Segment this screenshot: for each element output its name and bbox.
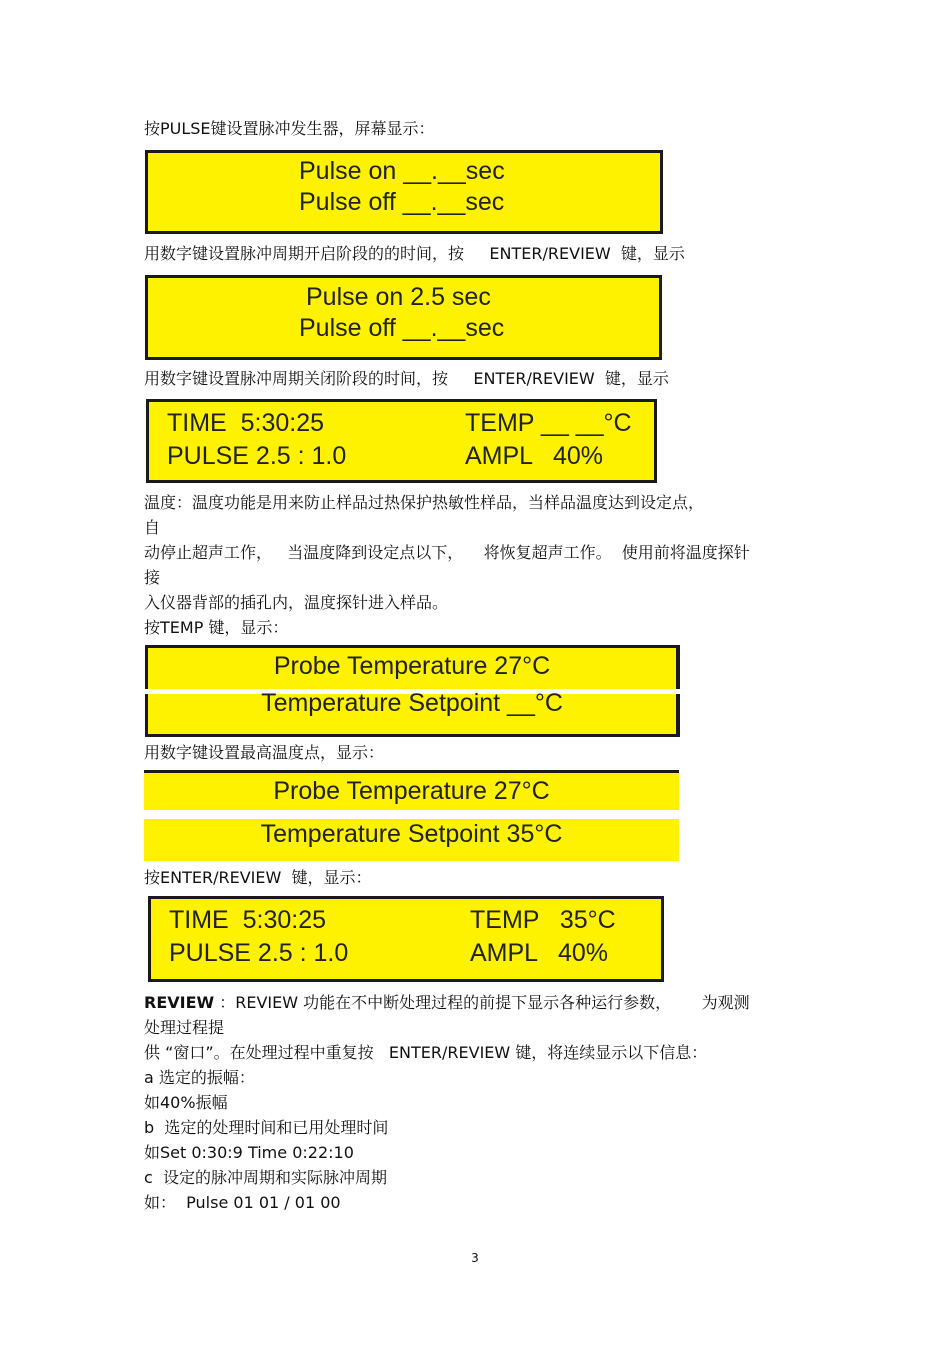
review-line-1 bbox=[144, 993, 750, 1013]
lcd-temp-setpoint: Temperature Setpoint __°C bbox=[261, 689, 563, 717]
lcd-temp: TEMP 35°C bbox=[470, 906, 616, 934]
lcd-time: TIME 5:30:25 bbox=[169, 906, 327, 934]
lcd-pulse: PULSE 2.5 : 1.0 bbox=[169, 939, 349, 967]
review-desc: ：REVIEW 功能在不中断处理过程的前提下显示各种运行参数， 为观测 bbox=[214, 993, 750, 1012]
lcd-line-pulse-on: Pulse on __.__sec bbox=[299, 157, 505, 185]
lcd-ampl: AMPL 40% bbox=[465, 442, 604, 470]
lcd-ampl: AMPL 40% bbox=[470, 939, 609, 967]
review-item: 如40%振幅 bbox=[144, 1093, 228, 1112]
review-line-3: 供 “窗口”。在处理过程中重复按 ENTER/REVIEW 键，将连续显示以下信息： bbox=[144, 1043, 708, 1062]
review-item: 如Set 0:30:9 Time 0:22:10 bbox=[144, 1143, 354, 1162]
step-on-text: 用数字键设置脉冲周期开启阶段的的时间，按 ENTER/REVIEW 键，显示 bbox=[144, 244, 685, 263]
temp-para-line-5: 入仪器背部的插孔内，温度探针进入样品。 bbox=[144, 593, 449, 612]
lcd-line-pulse-off: Pulse off __.__sec bbox=[299, 314, 505, 342]
lcd-status-final bbox=[148, 896, 664, 982]
temp-para-line-4: 接 bbox=[144, 568, 161, 587]
lcd-status-pending bbox=[146, 399, 657, 483]
review-label: REVIEW bbox=[144, 993, 215, 1012]
press-temp-text: 按TEMP 键，显示： bbox=[144, 618, 289, 637]
review-line-2: 处理过程提 bbox=[144, 1018, 225, 1037]
lcd-line-pulse-off: Pulse off __.__sec bbox=[299, 188, 505, 216]
lcd-time: TIME 5:30:25 bbox=[167, 409, 325, 437]
step-off-text: 用数字键设置脉冲周期关闭阶段的时间，按 ENTER/REVIEW 键，显示 bbox=[144, 369, 669, 388]
press-enter-text: 按ENTER/REVIEW 键，显示： bbox=[144, 868, 372, 887]
review-item: 如： Pulse 01 01 / 01 00 bbox=[144, 1193, 341, 1212]
temp-para-line-2: 自 bbox=[144, 518, 161, 537]
lcd-pulse-blank bbox=[145, 150, 663, 234]
lcd-temp: TEMP __ __°C bbox=[465, 409, 632, 437]
review-item: a 选定的振幅： bbox=[144, 1068, 255, 1087]
lcd-band-setpoint bbox=[144, 819, 679, 861]
temp-para-line-3: 动停止超声工作， 当温度降到设定点以下， 将恢复超声工作。 使用前将温度探针 bbox=[144, 543, 750, 562]
lcd-pulse: PULSE 2.5 : 1.0 bbox=[167, 442, 347, 470]
lcd-pulse-on-set bbox=[145, 275, 662, 360]
step-max-text: 用数字键设置最高温度点，显示： bbox=[144, 743, 385, 762]
intro-pulse-text: 按PULSE键设置脉冲发生器，屏幕显示： bbox=[144, 119, 435, 138]
lcd-probe-temp: Probe Temperature 27°C bbox=[273, 777, 550, 805]
lcd-temp-setpoint: Temperature Setpoint 35°C bbox=[260, 820, 563, 848]
lcd-band-probe-temp bbox=[144, 770, 679, 810]
review-item: b 选定的处理时间和已用处理时间 bbox=[144, 1118, 389, 1137]
lcd-probe-temp: Probe Temperature 27°C bbox=[273, 652, 551, 680]
page-number: 3 bbox=[471, 1251, 479, 1265]
lcd-line-pulse-on: Pulse on 2.5 sec bbox=[306, 283, 491, 311]
lcd-temp-setpoint-blank bbox=[145, 645, 680, 737]
review-item: c 设定的脉冲周期和实际脉冲周期 bbox=[144, 1168, 387, 1187]
temp-para-line-1: 温度：温度功能是用来防止样品过热保护热敏性样品，当样品温度达到设定点， bbox=[144, 493, 705, 512]
